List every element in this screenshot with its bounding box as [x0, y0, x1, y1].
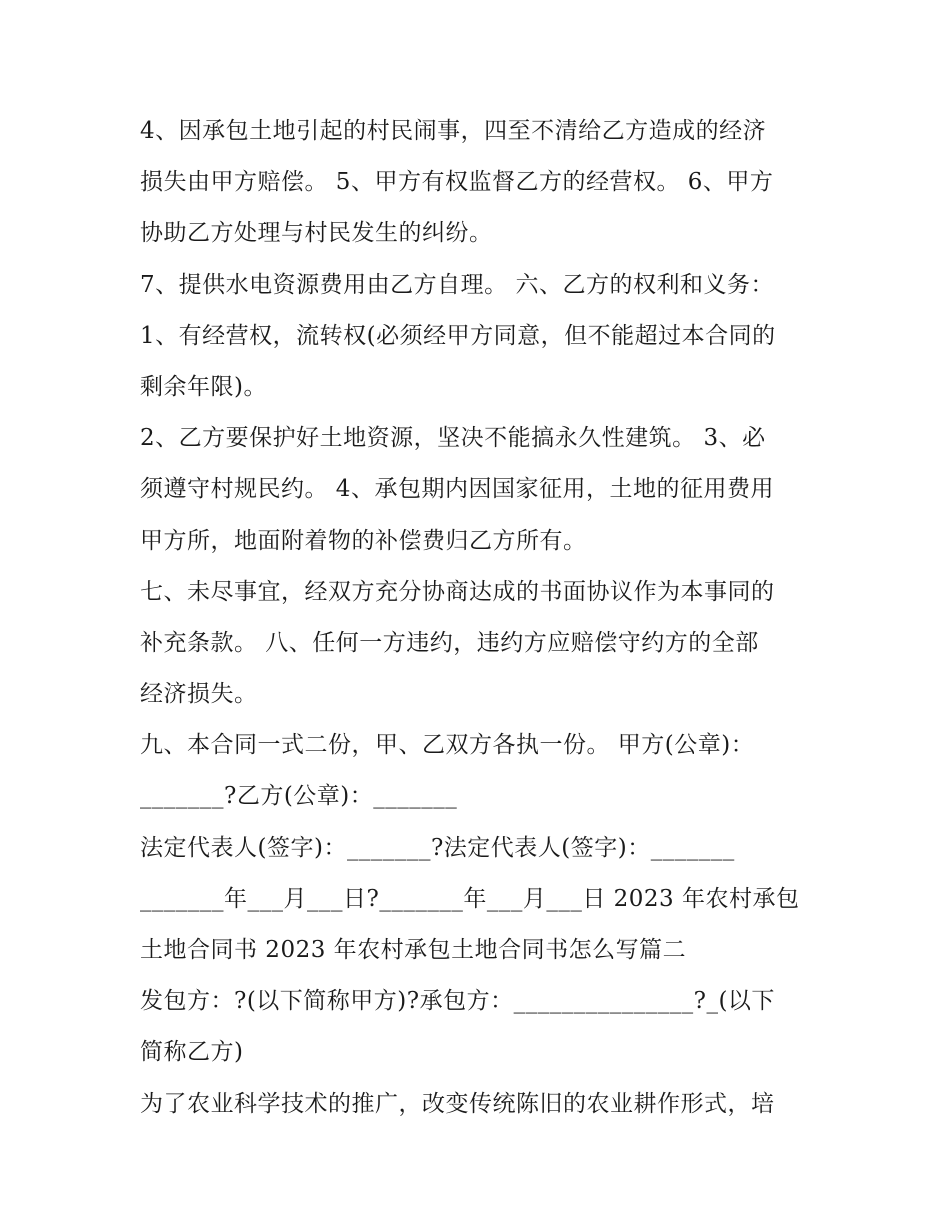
- text-line: 简称乙方): [140, 1039, 244, 1066]
- text-line: 经济损失。: [140, 681, 258, 708]
- text-line: 损失由甲方赔偿。 5、甲方有权监督乙方的经营权。 6、甲方: [140, 169, 774, 196]
- text-line: 4、因承包土地引起的村民闹事，四至不清给乙方造成的经济: [140, 118, 767, 144]
- text-line: 七、未尽事宜，经双方充分协商达成的书面协议作为本事同的: [140, 578, 775, 605]
- text-line: 1、有经营权，流转权(必须经甲方同意，但不能超过本合同的: [140, 322, 776, 349]
- text-line: 九、本合同一式二份，甲、乙双方各执一份。 甲方(公章)：: [140, 732, 755, 759]
- text-line: 7、提供水电资源费用由乙方自理。 六、乙方的权利和义务：: [140, 271, 774, 298]
- text-line: 土地合同书 2023 年农村承包土地合同书怎么写篇二: [140, 937, 687, 963]
- text-line: 协助乙方处理与村民发生的纠纷。: [140, 220, 493, 247]
- text-line: 2、乙方要保护好土地资源，坚决不能搞永久性建筑。 3、必: [140, 425, 766, 452]
- document-body: [140, 106, 820, 1130]
- text-line: 发包方：?(以下简称甲方)?承包方：_______________?_(以下: [140, 988, 775, 1015]
- text-line: 为了农业科学技术的推广，改变传统陈旧的农业耕作形式，培: [140, 1090, 775, 1117]
- text-line: 甲方所，地面附着物的补偿费归乙方所有。: [140, 527, 587, 554]
- text-line: 法定代表人(签字)：_______?法定代表人(签字)：_______: [140, 834, 735, 861]
- text-line: _______?乙方(公章)：_______: [140, 783, 458, 810]
- text-line: 补充条款。 八、任何一方违约，违约方应赔偿守约方的全部: [140, 629, 759, 656]
- text-line: 剩余年限)。: [140, 373, 267, 400]
- text-line: 须遵守村规民约。 4、承包期内因国家征用，土地的征用费用: [140, 476, 774, 503]
- text-line: _______年___月___日?_______年___月___日 2023 年农村承包: [140, 885, 800, 912]
